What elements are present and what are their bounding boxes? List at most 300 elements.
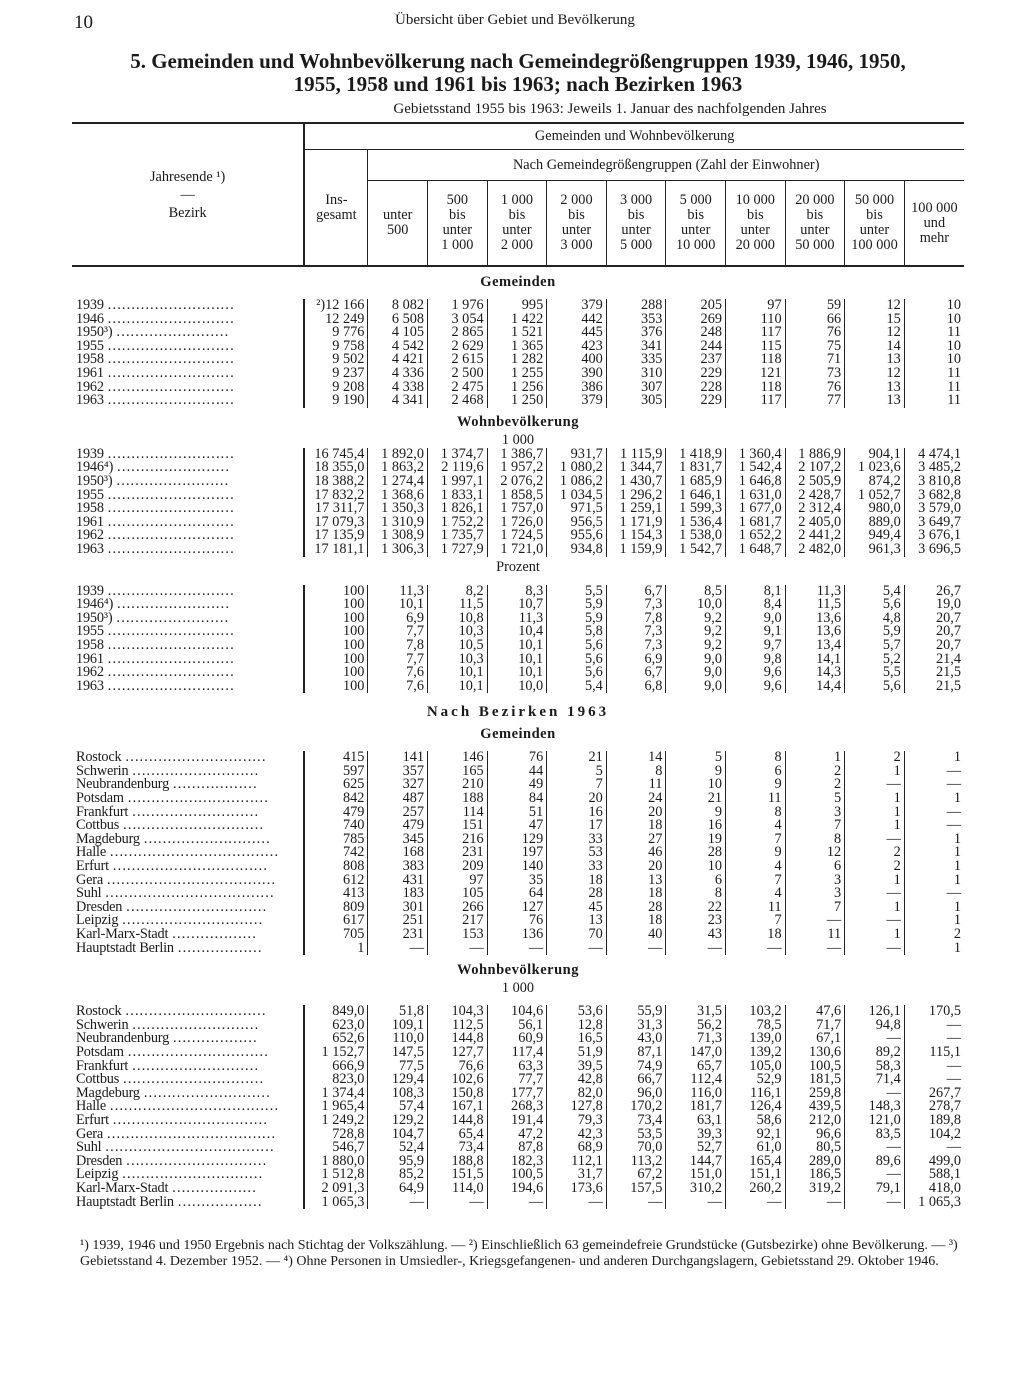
table-cell: 7 xyxy=(726,874,786,888)
row-label: 1950³) …………………… xyxy=(76,324,229,341)
table-cell: 1 xyxy=(904,942,964,956)
table-cell: 51 xyxy=(487,806,547,820)
row-label: 1950³) …………………… xyxy=(76,472,229,489)
table-cell: 2 500 xyxy=(428,367,488,381)
table-cell: 92,1 xyxy=(726,1128,786,1142)
table-cell: 1 344,7 xyxy=(606,461,666,475)
table-cell: 35 xyxy=(487,874,547,888)
table-cell: 63,1 xyxy=(666,1114,726,1128)
table-cell: 104,3 xyxy=(428,1005,488,1019)
table-cell: 5,7 xyxy=(845,639,905,653)
table-cell: 390 xyxy=(547,367,607,381)
table-cell: 2 xyxy=(845,860,905,874)
row-label: Schwerin ……………………… xyxy=(76,762,259,779)
table-cell: 117,4 xyxy=(487,1046,547,1060)
table-cell: 129,4 xyxy=(368,1073,428,1087)
table-cell: 11 xyxy=(606,778,666,792)
table-cell: 150,8 xyxy=(428,1087,488,1101)
table-cell: ²)12 166 xyxy=(304,299,368,313)
table-cell: 956,5 xyxy=(547,516,607,530)
table-cell: 71,7 xyxy=(785,1019,845,1033)
table-cell: 278,7 xyxy=(904,1100,964,1114)
table-cell: 127 xyxy=(487,901,547,915)
table-cell: 52,7 xyxy=(666,1141,726,1155)
table-cell: 17 181,1 xyxy=(304,543,368,557)
table-cell: 126,4 xyxy=(726,1100,786,1114)
table-cell: 126,1 xyxy=(845,1005,905,1019)
table-cell: 742 xyxy=(304,846,368,860)
table-cell: 7 xyxy=(785,901,845,915)
running-head: Übersicht über Gebiet und Bevölkerung xyxy=(395,12,635,28)
table-cell: 216 xyxy=(428,833,488,847)
table-cell: 237 xyxy=(666,353,726,367)
table-cell: 268,3 xyxy=(487,1100,547,1114)
table-cell: 1 538,0 xyxy=(666,529,726,543)
row-label: 1961 ……………………… xyxy=(76,513,235,530)
table-cell: 1 xyxy=(904,901,964,915)
table-cell: 1 386,7 xyxy=(487,448,547,462)
table-cell: 1 886,9 xyxy=(785,448,845,462)
row-label: Neubrandenburg ……………… xyxy=(76,776,257,793)
table-cell: 10,3 xyxy=(428,625,488,639)
table-cell: 210 xyxy=(428,778,488,792)
table-cell: 1 282 xyxy=(487,353,547,367)
row-label: 1963 ……………………… xyxy=(76,392,235,409)
table-cell: 46 xyxy=(606,846,666,860)
table-cell: 100 xyxy=(304,680,368,694)
table-cell: — xyxy=(845,914,905,928)
table-cell: 52,4 xyxy=(368,1141,428,1155)
table-cell: 9,0 xyxy=(666,652,726,666)
table-cell: 1 536,4 xyxy=(666,516,726,530)
section-wohnbevoelkerung-label: Wohnbevölkerung xyxy=(457,414,579,431)
table-cell: 1 724,5 xyxy=(487,529,547,543)
table-cell: 2 405,0 xyxy=(785,516,845,530)
table-cell: 10 xyxy=(666,778,726,792)
subgroup-header: Nach Gemeindegrößengruppen (Zahl der Einwohner) xyxy=(368,150,964,181)
table-cell: 1 422 xyxy=(487,313,547,327)
table-cell: 18 355,0 xyxy=(304,461,368,475)
table-cell: 418,0 xyxy=(904,1182,964,1196)
table-cell: 889,0 xyxy=(845,516,905,530)
row-label: 1962 ……………………… xyxy=(76,378,235,395)
table-cell: 1 350,3 xyxy=(368,502,428,516)
section-gemeinden-bezirke xyxy=(72,719,964,741)
table-cell: 146 xyxy=(428,751,488,765)
table-cell: 1 418,9 xyxy=(666,448,726,462)
table-cell: — xyxy=(904,778,964,792)
footnotes: ¹) 1939, 1946 und 1950 Ergebnis nach Stichtag der Volkszählung. — ²) Einschließlich 63 gemeindefreie Grundstücke (Gutsbezirke) ohne Bevölkerung. — ³) Gebietsstand 4. Dezember 1952. — ⁴) Ohne Personen in Umsiedler-, Kriegsgefangenen- und anderen Durchgangslagern, Gebietsstand 29. Oktober 1946. xyxy=(80,1238,958,1269)
table-title xyxy=(68,50,968,96)
table-cell: 353 xyxy=(606,313,666,327)
table-cell: 1 259,1 xyxy=(606,502,666,516)
col-header: 1 000 bis unter 2 000 xyxy=(487,181,547,267)
table-cell: 7 xyxy=(726,914,786,928)
table-cell: 3 xyxy=(785,887,845,901)
table-cell: 2 xyxy=(785,778,845,792)
col-header: 100 000 und mehr xyxy=(904,181,964,267)
table-cell: 89,6 xyxy=(845,1155,905,1169)
table-cell: 6,7 xyxy=(606,666,666,680)
table-cell: 65,7 xyxy=(666,1060,726,1074)
table-cell: 980,0 xyxy=(845,502,905,516)
table-cell: 217 xyxy=(428,914,488,928)
table-cell: 42,3 xyxy=(547,1128,607,1142)
table-cell: 205 xyxy=(666,299,726,313)
table-cell: 9,2 xyxy=(666,625,726,639)
table-cell: 6,7 xyxy=(606,585,666,599)
table-cell: 9,2 xyxy=(666,639,726,653)
table-cell: 955,6 xyxy=(547,529,607,543)
table-cell: 1 833,1 xyxy=(428,489,488,503)
table-cell: 2 xyxy=(845,751,905,765)
table-cell: 1 065,3 xyxy=(904,1195,964,1209)
table-cell: 244 xyxy=(666,340,726,354)
table-cell: 58,3 xyxy=(845,1060,905,1074)
table-cell: 617 xyxy=(304,914,368,928)
table-cell: 12 249 xyxy=(304,313,368,327)
table-cell: 100 xyxy=(304,639,368,653)
table-cell: — xyxy=(845,833,905,847)
table-cell: 874,2 xyxy=(845,475,905,489)
table-cell: 10,7 xyxy=(487,598,547,612)
table-cell: 546,7 xyxy=(304,1141,368,1155)
table-cell: 1 681,7 xyxy=(726,516,786,530)
table-cell: 17 135,9 xyxy=(304,529,368,543)
table-cell: 1 255 xyxy=(487,367,547,381)
unit-prozent-label: Prozent xyxy=(496,559,540,575)
row-label: 1961 ……………………… xyxy=(76,650,235,667)
table-cell: 4,8 xyxy=(845,612,905,626)
table-cell: 5,8 xyxy=(547,625,607,639)
group-header: Gemeinden und Wohnbevölkerung xyxy=(304,123,964,150)
table-cell: 21,4 xyxy=(904,652,964,666)
table-cell: 100,5 xyxy=(487,1168,547,1182)
table-cell: 260,2 xyxy=(726,1182,786,1196)
table-cell: — xyxy=(666,1195,726,1209)
table-cell: 2 441,2 xyxy=(785,529,845,543)
table-cell: — xyxy=(904,765,964,779)
table-cell: 487 xyxy=(368,792,428,806)
table-cell: 1 826,1 xyxy=(428,502,488,516)
table-cell: 116,1 xyxy=(726,1087,786,1101)
table-cell: 66 xyxy=(785,313,845,327)
table-cell: 6 xyxy=(785,860,845,874)
table-cell: 11 xyxy=(904,394,964,408)
table-cell: 33 xyxy=(547,833,607,847)
table-cell: 151,0 xyxy=(666,1168,726,1182)
table-cell: — xyxy=(666,942,726,956)
table-cell: 4 xyxy=(726,819,786,833)
table-cell: 118 xyxy=(726,353,786,367)
row-label: Frankfurt ……………………… xyxy=(76,1057,259,1074)
table-cell: 8 xyxy=(666,887,726,901)
table-cell: — xyxy=(726,942,786,956)
table-cell: 2 629 xyxy=(428,340,488,354)
row-label: 1958 ……………………… xyxy=(76,636,235,653)
table-cell: 105 xyxy=(428,887,488,901)
table-cell: 64,9 xyxy=(368,1182,428,1196)
table-cell: 1 976 xyxy=(428,299,488,313)
table-cell: 167,1 xyxy=(428,1100,488,1114)
row-label: 1946⁴) …………………… xyxy=(76,596,230,613)
table-cell: 10,1 xyxy=(428,666,488,680)
row-label: Gera ……………………………… xyxy=(76,1125,276,1142)
table-cell: 24 xyxy=(606,792,666,806)
table-cell: 7,6 xyxy=(368,680,428,694)
table-cell: 4 542 xyxy=(368,340,428,354)
table-cell: 188,8 xyxy=(428,1155,488,1169)
table-cell: 1 965,4 xyxy=(304,1100,368,1114)
table-cell: 6 508 xyxy=(368,313,428,327)
table-cell: 11,3 xyxy=(785,585,845,599)
table-cell: 931,7 xyxy=(547,448,607,462)
table-cell: 11,5 xyxy=(428,598,488,612)
table-cell: 33 xyxy=(547,860,607,874)
table-cell: 1 646,8 xyxy=(726,475,786,489)
table-cell: 1 274,4 xyxy=(368,475,428,489)
table-cell: 383 xyxy=(368,860,428,874)
table-cell: 335 xyxy=(606,353,666,367)
table-cell: 42,8 xyxy=(547,1073,607,1087)
table-cell: 39,5 xyxy=(547,1060,607,1074)
table-cell: 6 xyxy=(666,874,726,888)
table-cell: 65,4 xyxy=(428,1128,488,1142)
row-label: 1958 ……………………… xyxy=(76,500,235,517)
table-cell: 51,9 xyxy=(547,1046,607,1060)
table-cell: — xyxy=(845,942,905,956)
table-cell: 1 685,9 xyxy=(666,475,726,489)
table-cell: 31,5 xyxy=(666,1005,726,1019)
table-cell: 1 080,2 xyxy=(547,461,607,475)
table-cell: 5,5 xyxy=(547,585,607,599)
table-cell: 1 646,1 xyxy=(666,489,726,503)
row-label: Hauptstadt Berlin ……………… xyxy=(76,1193,262,1210)
table-cell: 1 xyxy=(845,819,905,833)
table-cell: 130,6 xyxy=(785,1046,845,1060)
table-cell: 76 xyxy=(487,914,547,928)
table-cell: 1 880,0 xyxy=(304,1155,368,1169)
table-cell: 186,5 xyxy=(785,1168,845,1182)
table-cell: 9 xyxy=(666,765,726,779)
table-cell: — xyxy=(428,942,488,956)
table-cell: 9 237 xyxy=(304,367,368,381)
row-label: Dresden ………………………… xyxy=(76,898,267,915)
table-cell: 21 xyxy=(547,751,607,765)
page-header xyxy=(0,8,1024,33)
table-cell: 1 542,7 xyxy=(666,543,726,557)
table-cell: 479 xyxy=(304,806,368,820)
table-cell: 1 171,9 xyxy=(606,516,666,530)
table-cell: 5,9 xyxy=(845,625,905,639)
row-label: Halle ……………………………… xyxy=(76,1098,279,1115)
table-cell: 1 631,0 xyxy=(726,489,786,503)
table-cell: 14 xyxy=(606,751,666,765)
table-cell: 499,0 xyxy=(904,1155,964,1169)
section-bezirke xyxy=(72,693,964,719)
table-cell: 28 xyxy=(666,846,726,860)
table-cell: 5,6 xyxy=(547,666,607,680)
table-cell: 728,8 xyxy=(304,1128,368,1142)
table-cell: 11,3 xyxy=(487,612,547,626)
table-cell: 118 xyxy=(726,381,786,395)
table-cell: 310,2 xyxy=(666,1182,726,1196)
table-cell: 20,7 xyxy=(904,612,964,626)
table-cell: 144,8 xyxy=(428,1032,488,1046)
table-cell: — xyxy=(845,887,905,901)
table-cell: 1 152,7 xyxy=(304,1046,368,1060)
col-header: 10 000 bis unter 20 000 xyxy=(726,181,786,267)
row-label: Erfurt …………………………… xyxy=(76,1111,268,1128)
table-cell: 12 xyxy=(785,846,845,860)
table-cell: 71,3 xyxy=(666,1032,726,1046)
table-cell: 104,6 xyxy=(487,1005,547,1019)
table-row xyxy=(72,543,964,557)
table-cell: 105,0 xyxy=(726,1060,786,1074)
table-cell: 625 xyxy=(304,778,368,792)
table-cell: 7 xyxy=(547,778,607,792)
table-cell: 11 xyxy=(726,792,786,806)
table-cell: 995 xyxy=(487,299,547,313)
table-cell: 2 865 xyxy=(428,326,488,340)
table-cell: 8 xyxy=(785,833,845,847)
table-cell: 16,5 xyxy=(547,1032,607,1046)
row-label: Suhl ……………………………… xyxy=(76,885,274,902)
table-cell: 1 xyxy=(845,792,905,806)
table-cell: 5,6 xyxy=(547,639,607,653)
table-cell: 4 338 xyxy=(368,381,428,395)
table-cell: 181,5 xyxy=(785,1073,845,1087)
table-cell: 114,0 xyxy=(428,1182,488,1196)
table-cell: 168 xyxy=(368,846,428,860)
table-cell: 1 256 xyxy=(487,381,547,395)
table-subtitle: Gebietsstand 1955 bis 1963: Jeweils 1. Januar des nachfolgenden Jahres xyxy=(393,101,827,117)
row-label: 1963 ……………………… xyxy=(76,540,235,557)
table-cell: 157,5 xyxy=(606,1182,666,1196)
table-cell: 40 xyxy=(606,928,666,942)
table-cell: 82,0 xyxy=(547,1087,607,1101)
table-cell: 129,2 xyxy=(368,1114,428,1128)
table-cell: 2 428,7 xyxy=(785,489,845,503)
table-cell: — xyxy=(904,1019,964,1033)
table-header xyxy=(72,123,964,266)
table-cell: 1 xyxy=(785,751,845,765)
table-cell: 4 xyxy=(726,887,786,901)
table-cell: 971,5 xyxy=(547,502,607,516)
table-cell: 5,6 xyxy=(547,652,607,666)
table-cell: 139,0 xyxy=(726,1032,786,1046)
table-cell: 11 xyxy=(785,928,845,942)
table-cell: 148,3 xyxy=(845,1100,905,1114)
table-cell: 8,5 xyxy=(666,585,726,599)
table-cell: 1 xyxy=(904,751,964,765)
table-cell: 13,6 xyxy=(785,612,845,626)
table-cell: 248 xyxy=(666,326,726,340)
table-cell: — xyxy=(785,1195,845,1209)
table-cell: 5,5 xyxy=(845,666,905,680)
table-cell: 231 xyxy=(428,846,488,860)
table-cell: 7,3 xyxy=(606,639,666,653)
table-cell: 52,9 xyxy=(726,1073,786,1087)
section-gemeinden-bezirke-label: Gemeinden xyxy=(480,725,556,742)
table-cell: 21 xyxy=(666,792,726,806)
table-cell: 1 249,2 xyxy=(304,1114,368,1128)
table-cell: — xyxy=(904,806,964,820)
table-cell: 1 430,7 xyxy=(606,475,666,489)
table-cell: 165,4 xyxy=(726,1155,786,1169)
table-cell: 1 726,0 xyxy=(487,516,547,530)
table-cell: 8,2 xyxy=(428,585,488,599)
table-cell: 809 xyxy=(304,901,368,915)
col-header: 2 000 bis unter 3 000 xyxy=(547,181,607,267)
table-cell: 87,1 xyxy=(606,1046,666,1060)
table-cell: 18 xyxy=(606,819,666,833)
table-cell: 97 xyxy=(726,299,786,313)
table-cell: 5 xyxy=(547,765,607,779)
table-cell: 431 xyxy=(368,874,428,888)
table-cell: 266 xyxy=(428,901,488,915)
table-cell: 73 xyxy=(785,367,845,381)
table-cell: 197 xyxy=(487,846,547,860)
table-cell: 113,2 xyxy=(606,1155,666,1169)
table-cell: 141 xyxy=(368,751,428,765)
table-cell: 76 xyxy=(785,326,845,340)
table-cell: — xyxy=(904,1141,964,1155)
table-cell: 4 336 xyxy=(368,367,428,381)
table-cell: — xyxy=(726,1195,786,1209)
table-cell: 61,0 xyxy=(726,1141,786,1155)
table-cell: 116,0 xyxy=(666,1087,726,1101)
table-cell: 16 745,4 xyxy=(304,448,368,462)
table-cell: 386 xyxy=(547,381,607,395)
table-cell: 100 xyxy=(304,666,368,680)
table-cell: 13 xyxy=(845,394,905,408)
table-cell: 100 xyxy=(304,652,368,666)
table-cell: 5,9 xyxy=(547,598,607,612)
table-cell: 58,6 xyxy=(726,1114,786,1128)
table-cell: 8,1 xyxy=(726,585,786,599)
table-cell: 8 082 xyxy=(368,299,428,313)
table-cell: 78,5 xyxy=(726,1019,786,1033)
table-cell: 6,8 xyxy=(606,680,666,694)
table-cell: — xyxy=(428,1195,488,1209)
col-header: 20 000 bis unter 50 000 xyxy=(785,181,845,267)
table-cell: — xyxy=(845,1032,905,1046)
table-cell: 705 xyxy=(304,928,368,942)
table-cell: 1 374,7 xyxy=(428,448,488,462)
row-label: Hauptstadt Berlin ……………… xyxy=(76,939,262,956)
row-label: 1963 ……………………… xyxy=(76,677,235,694)
table-cell: 14 xyxy=(845,340,905,354)
table-cell: 1 306,3 xyxy=(368,543,428,557)
table-cell: 2 xyxy=(904,928,964,942)
table-cell: 4 105 xyxy=(368,326,428,340)
row-label: 1939 ……………………… xyxy=(76,582,235,599)
table-cell: 13,4 xyxy=(785,639,845,653)
table-cell: 194,6 xyxy=(487,1182,547,1196)
page-number: 10 xyxy=(74,12,93,33)
table-cell: 18 388,2 xyxy=(304,475,368,489)
table-cell: 7,8 xyxy=(368,639,428,653)
table-cell: 76 xyxy=(487,751,547,765)
table-cell: — xyxy=(487,1195,547,1209)
table-cell: 144,8 xyxy=(428,1114,488,1128)
table-cell: 13 xyxy=(845,381,905,395)
table-cell: 53 xyxy=(547,846,607,860)
table-cell: 67,1 xyxy=(785,1032,845,1046)
table-cell: 117 xyxy=(726,394,786,408)
table-cell: 1 xyxy=(304,942,368,956)
